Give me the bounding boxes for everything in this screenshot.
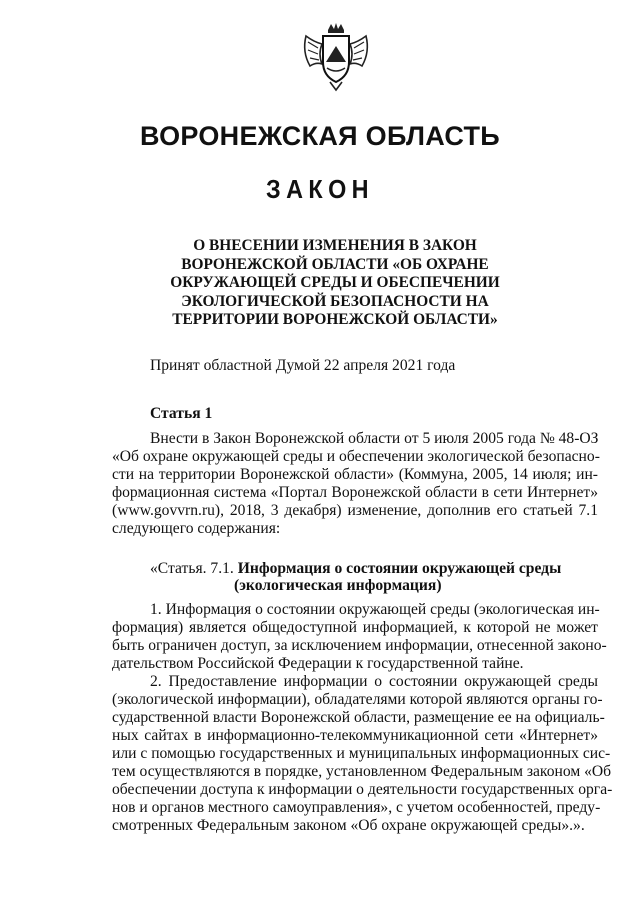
law-title-line: ТЕРРИТОРИИ ВОРОНЕЖСКОЙ ОБЛАСТИ» bbox=[172, 311, 498, 328]
article-7-1-prefix: «Статья. 7.1. bbox=[150, 560, 234, 577]
law-title-line: ВОРОНЕЖСКОЙ ОБЛАСТИ «ОБ ОХРАНЕ bbox=[181, 255, 489, 273]
law-title-line: О ВНЕСЕНИИ ИЗМЕНЕНИЯ В ЗАКОН bbox=[193, 237, 477, 254]
article-1-line: следующего содержания: bbox=[112, 520, 281, 537]
paragraph-2-line: обеспечении доступа к информации о деятельности государственных орга- bbox=[112, 781, 613, 798]
paragraph-2-line: тем осуществляются в порядке, установленном Федеральным законом «Об bbox=[112, 763, 612, 780]
article-1-line: Внести в Закон Воронежской области от 5 июля 2005 года № 48-ОЗ bbox=[150, 430, 599, 447]
article-7-1-heading bbox=[150, 560, 561, 578]
law-title bbox=[150, 237, 520, 330]
paragraph-2-line: 2. Предоставление информации о состоянии окружающей среды bbox=[150, 673, 598, 690]
adoption-note: Принят областной Думой 22 апреля 2021 года bbox=[150, 357, 456, 374]
document-type: ЗАКОН bbox=[266, 174, 374, 204]
region-name: ВОРОНЕЖСКАЯ ОБЛАСТЬ bbox=[139, 121, 501, 151]
article-7-1-subtitle: (экологическая информация) bbox=[234, 577, 442, 594]
article-1-line: сти на территории Воронежской области» (Коммуна, 2005, 14 июля; ин- bbox=[112, 466, 598, 483]
paragraph-1-line: дательством Российской Федерации к государственной тайне. bbox=[112, 655, 524, 672]
coat-of-arms-icon bbox=[300, 22, 372, 92]
paragraph-2-line: ных сайтах в информационно-телекоммуникационной сети «Интернет» bbox=[112, 727, 598, 744]
law-title-line: ЭКОЛОГИЧЕСКОЙ БЕЗОПАСНОСТИ НА bbox=[181, 292, 489, 310]
article-1-line: (www.govvrn.ru), 2018, 3 декабря) изменение, дополнив его статьей 7.1 bbox=[112, 502, 598, 519]
paragraph-2-line: или с помощью государственных и муниципальных информационных сис- bbox=[112, 745, 611, 762]
law-title-line: ОКРУЖАЮЩЕЙ СРЕДЫ И ОБЕСПЕЧЕНИИ bbox=[170, 274, 500, 291]
paragraph-1-line: формация) является общедоступной информацией, к которой не может bbox=[112, 619, 598, 636]
paragraph-2-line: нов и органов местного самоуправления», с учетом особенностей, преду- bbox=[112, 799, 601, 816]
article-1-heading: Статья 1 bbox=[150, 405, 213, 422]
paragraph-1-line: 1. Информация о состоянии окружающей среды (экологическая ин- bbox=[150, 601, 600, 618]
article-7-1-title: Информация о состоянии окружающей среды bbox=[237, 560, 562, 577]
article-1-line: «Об охране окружающей среды и обеспечении экологической безопасно- bbox=[112, 448, 600, 465]
paragraph-2-line: (экологической информации), обладателями которой являются органы го- bbox=[112, 691, 603, 708]
paragraph-2-line: сударственной власти Воронежской области, размещение ее на официаль- bbox=[112, 709, 605, 726]
paragraph-2-line: смотренных Федеральным законом «Об охране окружающей среды».». bbox=[112, 817, 585, 834]
paragraph-1-line: быть ограничен доступ, за исключением информации, отнесенной законо- bbox=[112, 637, 607, 654]
article-1-line: формационная система «Портал Воронежской области в сети Интернет» bbox=[112, 484, 598, 501]
